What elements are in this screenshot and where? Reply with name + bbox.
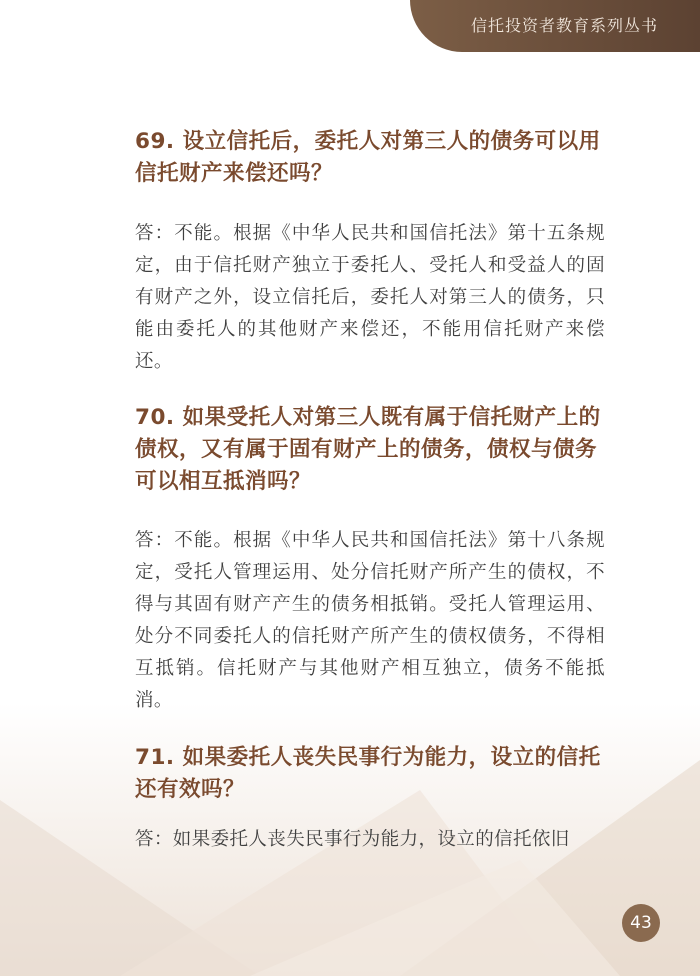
question-71: 71. 如果委托人丧失民事行为能力，设立的信托还有效吗？ — [135, 745, 601, 802]
qa-content — [135, 126, 605, 856]
answer-70: 答：不能。根据《中华人民共和国信托法》第十八条规定，受托人管理运用、处分信托财产所产生的债权，不得与其固有财产产生的债务相抵销。受托人管理运用、处分不同委托人的信托财产所产生的债权债务，不得相互抵销。信托财产与其他财产相互独立，债务不能抵消。 — [135, 530, 605, 711]
answer-69: 答：不能。根据《中华人民共和国信托法》第十五条规定，由于信托财产独立于委托人、受托人和受益人的固有财产之外，设立信托后，委托人对第三人的债务，只能由委托人的其他财产来偿还，不能用信托财产来偿还。 — [135, 223, 605, 372]
question-70: 70. 如果受托人对第三人既有属于信托财产上的债权，又有属于固有财产上的债务，债权与债务可以相互抵消吗？ — [135, 405, 601, 494]
answer-71: 答：如果委托人丧失民事行为能力，设立的信托依旧 — [135, 829, 570, 850]
header-series-tab — [410, 0, 700, 52]
page-number-badge: 43 — [622, 904, 660, 942]
question-69: 69. 设立信托后，委托人对第三人的债务可以用信托财产来偿还吗？ — [135, 129, 601, 186]
series-title: 信托投资者教育系列丛书 — [470, 16, 658, 35]
